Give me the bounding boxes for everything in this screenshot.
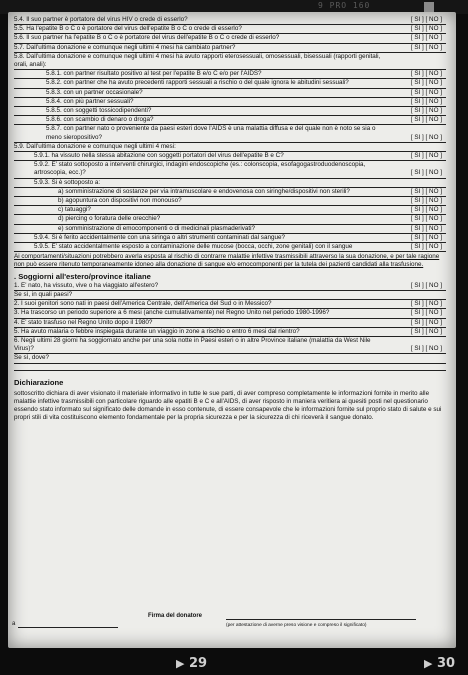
question-text: 5.9. Dall'ultima donazione e comunque negli ultimi 4 mesi: [14,142,176,150]
answer-options[interactable]: [ SI ] [ NO ] [410,243,442,251]
question-row [14,354,446,363]
declaration-title: Dichiarazione [14,377,64,387]
divider [14,370,446,371]
answer-options[interactable]: [ SI ] [ NO ] [410,79,442,87]
section-6-questions [14,282,446,364]
question-text: 5.9.2. E' stato sottoposto a interventi chirurgici, indagini endoscopiche (es.: colonscopia, esofagogastroduodenoscopia, artroscopia, ecc.)? [34,161,366,177]
answer-options[interactable]: [ SI ] [ NO ] [410,116,442,124]
question-row [14,79,446,88]
section-6-title: . Soggiorni all'estero/province italiane [14,271,151,281]
question-text: 5.8.5. con soggetti tossicodipendenti? [46,107,152,115]
questionnaire-content [14,16,446,423]
question-row [14,337,446,354]
question-row [14,125,446,142]
question-row [14,116,446,125]
question-row [14,225,446,234]
question-row [14,143,446,152]
question-text: 5.9.5. E' stato accidentalmente esposto a contaminazione delle mucose (bocca, occhi, zone genitali) con il sangue [34,243,353,251]
frame-number-left [176,656,207,671]
film-marker [424,2,434,12]
question-row [14,107,446,116]
question-row [14,179,446,188]
question-row [14,328,446,337]
question-row [14,282,446,291]
answer-options[interactable]: [ SI ] [ NO ] [410,88,442,96]
question-text: 5.9.4. Si è ferito accidentalmente con una siringa o altri strumenti contaminati dal sangue? [34,233,285,241]
question-text: 4. E' stato trasfuso nel Regno Unito dopo il 1980? [14,318,153,326]
question-text: 5.8.6. con scambio di denaro o droga? [46,116,154,124]
date-prefix: a [12,621,16,627]
question-row [14,188,446,197]
signature-note: (per attestazione di averne preso visione e compreso il significato) [226,623,367,628]
question-text: c) tatuaggi? [58,206,91,214]
question-text: a) somministrazione di sostanze per via intramuscolare e endovenosa con siringhe/dispositivi non sterili? [58,187,350,195]
question-text: 3. Ha trascorso un periodo superiore a 6 mesi (anche cumulativamente) nel Regno Unito nel periodo 1980-1996? [14,309,330,317]
answer-options[interactable]: [ SI ] [ NO ] [410,233,442,241]
question-row [14,206,446,215]
answer-options[interactable]: [ SI ] [ NO ] [410,327,442,335]
declaration-text: sottoscritto dichiara di aver visionato il materiale informativo in tutte le sue parti, di aver compreso completamente le informazioni fornite in merito alle malattie infettive trasmissibili con particolare riguardo alle epatiti B e C e all'AIDS, di aver risposto in maniera veritiera ai quesiti posti nel questionario essendo stato informato sul significato delle domande in esso contenute, di essere consapevole che le informazioni fornite sul proprio stato di salute e sui propri stili di vita costituiscono elemento fondamentale per la propria sicurezza e per la sicurezza di chi riceverà il sangue donato. [14,389,442,422]
question-text: 5.8. Dall'ultima donazione e comunque negli ultimi 4 mesi ha avuto rapporti eterosessuali, omosessuali, bisessuali (rapporti genitali, orali, anali): [14,52,381,69]
answer-options[interactable]: [ SI ] [ NO ] [410,197,442,205]
question-text: 5.6. Il suo partner ha l'epatite B o C o è portatore del virus dell'epatite B o C o crede di esserlo? [14,34,280,42]
question-text: 5.8.4. con più partner sessuali? [46,97,134,105]
question-row [14,319,446,328]
answer-options[interactable]: [ SI ] [ NO ] [410,309,442,317]
question-text: 1. E' nato, ha vissuto, vive o ha viaggiato all'estero? [14,281,159,289]
question-row [14,89,446,98]
question-text: 5.8.7. con partner nato o proveniente da paesi esteri dove l'AIDS è una malattia diffusa e del quale non è noto se sia o meno sieropositivo? [46,125,376,141]
answer-options[interactable]: [ SI ] [ NO ] [410,43,442,51]
question-row [14,243,446,252]
answer-options[interactable]: [ SI ] [ NO ] [410,97,442,105]
question-text: 6. Negli ultimi 28 giorni ha soggiornato anche per una sola notte in Paesi esteri o in altre Province italiane (malattia da West Nile Virus)? [14,336,371,353]
questionnaire-page [8,12,456,648]
question-row [14,53,446,70]
question-row [14,300,446,309]
warning-paragraph: Ai comportamenti/situazioni potrebbero averla esposta al rischio di contrarre malattie infettive trasmissibili attraverso la sua donazione, e per tale ragione non può essere ritenuto temporaneamente idoneo alla donazione di sangue e/o emocomponenti per la tutela dei pazienti candidati alla trasfusione. [14,253,440,269]
question-row [14,215,446,224]
question-row [14,16,446,25]
question-row [14,25,446,34]
frame-left-label: 29 [189,656,208,671]
answer-options[interactable]: [ SI ] [ NO ] [410,34,442,42]
question-row [14,70,446,79]
question-row [14,291,446,300]
question-row [14,34,446,43]
answer-options[interactable]: [ SI ] [ NO ] [410,187,442,195]
answer-options[interactable]: [ SI ] [ NO ] [410,16,442,23]
film-strip-bottom [0,648,468,675]
question-row [14,309,446,318]
question-text: Se sì, dove? [14,354,50,362]
answer-options[interactable]: [ SI ] [ NO ] [410,107,442,115]
question-text: 2. I suoi genitori sono nati in paesi dell'America Centrale, dell'America del Sud o in Messico? [14,300,272,308]
question-text: 5.4. Il suo partner è portatore del virus HIV o crede di esserlo? [14,16,188,23]
answer-options[interactable]: [ SI ] [ NO ] [410,300,442,308]
question-row [14,234,446,243]
question-text: 5. Ha avuto malaria o febbre inspiegata durante un viaggio in zone a rischio o entro 6 mesi dal rientro? [14,327,300,335]
question-text: 5.8.1. con partner risultato positivo al test per l'epatite B e/o C e/o per l'AIDS? [46,70,262,78]
section-5-questions [14,16,446,252]
arrow-right-icon: ▶ [424,657,433,670]
question-row [14,44,446,53]
answer-options[interactable]: [ SI ] [ NO ] [410,70,442,78]
answer-options[interactable]: [ SI ] [ NO ] [410,345,442,353]
question-row [14,152,446,161]
answer-options[interactable]: [ SI ] [ NO ] [410,25,442,33]
question-text: 5.8.2. con partner che ha avuto precedenti rapporti sessuali a rischio o del quale ignora le abitudini sessuali? [46,79,349,87]
question-text: e) somministrazione di emocomponenti o di medicinali plasmaderivati? [58,224,256,232]
question-text: Se sì, in quali paesi? [14,290,73,298]
answer-options[interactable]: [ SI ] [ NO ] [410,215,442,223]
frame-number-right [424,656,455,671]
answer-options[interactable]: [ SI ] [ NO ] [410,169,442,177]
question-text: d) piercing o foratura delle orecchie? [58,215,161,223]
signature-label: Firma del donatore [148,613,203,619]
answer-options[interactable]: [ SI ] [ NO ] [410,224,442,232]
question-text: 5.7. Dall'ultima donazione e comunque negli ultimi 4 mesi ha cambiato partner? [14,43,236,51]
signature-line[interactable] [226,619,416,620]
answer-options[interactable]: [ SI ] [ NO ] [410,318,442,326]
date-line[interactable] [18,627,118,628]
answer-options[interactable]: [ SI ] [ NO ] [410,152,442,160]
question-row [14,98,446,107]
answer-options[interactable]: [ SI ] [ NO ] [410,206,442,214]
signature-area [8,609,456,639]
question-text: 5.9.3. Si è sottoposto a: [34,178,101,186]
question-row [14,161,446,178]
question-row [14,197,446,206]
film-label: 9 PRO 160 [318,1,371,10]
question-text: 5.5. Ha l'epatite B o C o è portatore del virus dell'epatite B o C o crede di esserlo? [14,25,242,33]
question-text: 5.8.3. con un partner occasionale? [46,88,143,96]
question-text: 5.9.1. ha vissuto nella stessa abitazione con soggetti portatori del virus dell'epatite B e C? [34,152,284,160]
answer-options[interactable]: [ SI ] [ NO ] [410,281,442,289]
frame-right-label: 30 [437,656,456,671]
arrow-right-icon: ▶ [176,657,185,670]
answer-options[interactable]: [ SI ] [ NO ] [410,133,442,141]
question-text: b) agopuntura con dispositivi non monouso? [58,197,182,205]
